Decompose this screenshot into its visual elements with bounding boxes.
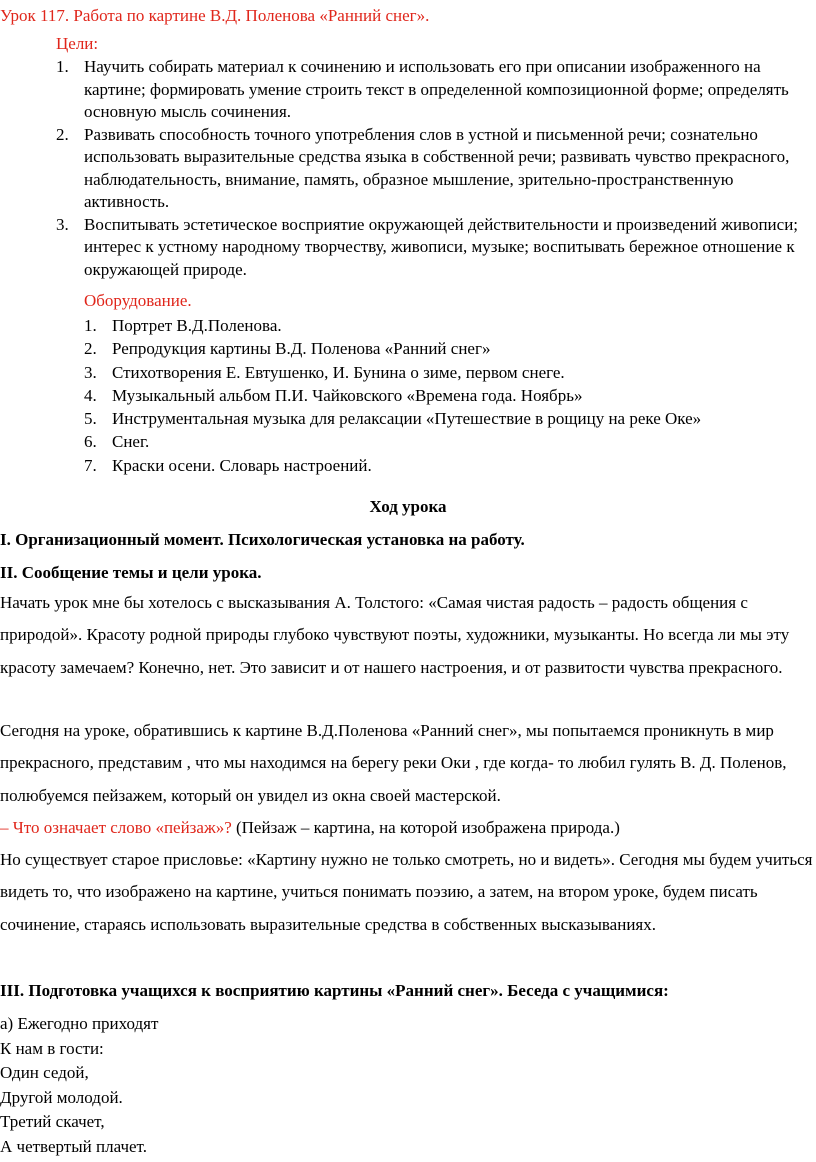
page-title: Урок 117. Работа по картине В.Д. Поленова «Ранний снег». — [0, 6, 430, 25]
paragraph: Начать урок мне бы хотелось с высказывания А. Толстого: «Самая чистая радость – радость общения с природой». Красоту родной природы глубоко чувствуют поэты, художники, музыканты. Но всегда ли мы эту красоту замечаем? Конечно, нет. Это зависит и от нашего настроения, и от развитости чувства прекрасного. — [0, 593, 790, 677]
equipment-list — [84, 314, 804, 477]
list-item-text: Портрет В.Д.Поленова. — [112, 316, 282, 335]
section-heading: III. Подготовка учащихся к восприятию картины «Ранний снег». Беседа с учащимися: — [0, 981, 669, 1000]
goals-list — [56, 56, 816, 281]
list-number: 4. — [84, 385, 97, 405]
list-item — [84, 337, 804, 360]
list-item-text: Инструментальная музыка для релаксации «Путешествие в рощицу на реке Оке» — [112, 409, 702, 429]
poem-line: К нам в гости: — [0, 1038, 104, 1058]
list-item — [56, 56, 816, 124]
equipment-label: Оборудование. — [84, 291, 192, 310]
list-item-text: Стихотворения Е. Евтушенко, И. Бунина о зиме, первом снеге. — [112, 362, 565, 382]
list-item — [84, 454, 804, 477]
list-number: 7. — [84, 455, 97, 475]
question-text: – Что означает слово «пейзаж»? — [0, 818, 232, 837]
list-item-text: Музыкальный альбом П.И. Чайковского «Времена года. Ноябрь» — [112, 385, 583, 405]
list-item — [84, 407, 804, 430]
lesson-heading: Ход урока — [369, 497, 447, 516]
list-item-text: Воспитывать эстетическое восприятие окружающей действительности и произведений живописи; интерес к устному народному творчеству, живописи, музыке; воспитывать бережное отношение к окружающей природе. — [84, 214, 799, 279]
poem-line: а) Ежегодно приходят — [0, 1014, 159, 1033]
list-item — [84, 384, 804, 407]
list-item — [84, 314, 804, 337]
list-item-text: Краски осени. Словарь настроений. — [112, 455, 372, 475]
answer-text: (Пейзаж – картина, на которой изображена природа.) — [231, 818, 620, 837]
list-number: 2. — [56, 124, 69, 144]
list-number: 3. — [56, 214, 69, 234]
list-number: 6. — [84, 432, 97, 452]
question-line — [0, 812, 816, 844]
section-heading: I. Организационный момент. Психологическая установка на работу. — [0, 530, 525, 549]
list-item — [56, 124, 816, 214]
section-heading: II. Сообщение темы и цели урока. — [0, 563, 262, 582]
paragraph: Но существует старое присловье: «Картину нужно не только смотреть, но и видеть». Сегодня мы будем учиться видеть то, что изображено на картине, учиться понимать поэзию, а затем, на втором уроке, будем писать сочинение, стараясь использовать выразительные средства в собственных высказываниях. — [0, 850, 813, 934]
poem-line: А четвертый плачет. — [0, 1136, 147, 1156]
list-item — [84, 430, 804, 453]
list-number: 2. — [84, 339, 97, 359]
list-item — [56, 214, 816, 282]
list-item-text: Развивать способность точного употребления слов в устной и письменной речи; сознательно использовать выразительные средства языка в собственной речи; развивать чувство прекрасного, наблюдательность, внимание, память, образное мышление, зрительно-пространственную активность. — [84, 124, 790, 211]
list-number: 5. — [84, 409, 97, 429]
list-item — [84, 361, 804, 384]
paragraph: Сегодня на уроке, обратившись к картине В.Д.Поленова «Ранний снег», мы попытаемся проникнуть в мир прекрасного, представим , что мы находимся на берегу реки Оки , где когда- то любил гулять В. Д. Поленов, полюбуемся пейзажем, который он увидел из окна своей мастерской. — [0, 721, 787, 805]
goals-label: Цели: — [56, 34, 99, 53]
list-number: 1. — [56, 57, 69, 76]
poem-line: Один седой, — [0, 1063, 89, 1082]
list-item-text: Научить собирать материал к сочинению и использовать его при описании изображенного на картине; формировать умение строить текст в определенной композиционной форме; определять основную мысль сочинения. — [84, 57, 789, 121]
list-number: 1. — [84, 316, 97, 335]
list-item-text: Снег. — [112, 432, 150, 452]
poem-line: Третий скачет, — [0, 1112, 105, 1131]
list-item-text: Репродукция картины В.Д. Поленова «Ранний снег» — [112, 339, 491, 359]
poem — [0, 1012, 158, 1159]
list-number: 3. — [84, 362, 97, 382]
poem-line: Другой молодой. — [0, 1087, 123, 1107]
